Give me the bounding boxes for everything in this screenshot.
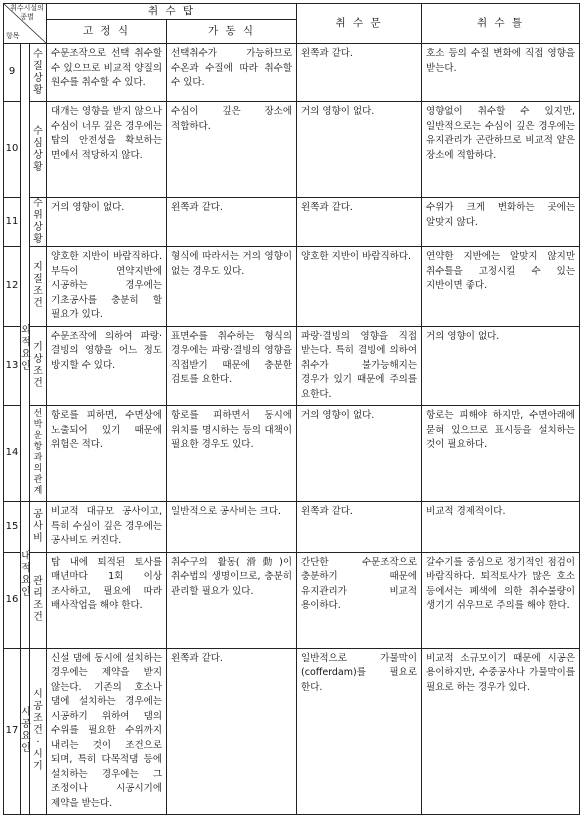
row-number: 15	[4, 502, 21, 553]
row-number: 11	[4, 198, 21, 247]
group-external: 외적요인	[21, 198, 30, 502]
comparison-table	[3, 3, 580, 815]
cell-fixed: 양호한 지반이 바람직하다. 부득이 연약지반에 시공하는 경우에는 기초공사를 충분히 할 필요가 있다.	[47, 247, 167, 327]
group-construction: 시공요인	[21, 648, 30, 815]
table-row	[4, 326, 580, 406]
cell-fixed: 비교적 대규모 공사이고, 특히 수심이 깊은 경우에는 공사비도 커진다.	[47, 502, 167, 553]
row-subcategory: 선박운항과의관계	[30, 406, 47, 502]
table-row	[4, 247, 580, 327]
cell-frame: 연약한 지반에는 알맞지 않지만 취수틀을 고정시킬 수 있는 지반이면 좋다.	[422, 247, 580, 327]
cell-movable: 항로를 피하면서 동시에 위치를 명시하는 등의 대책이 필요한 경우도 있다.	[167, 406, 297, 502]
cell-frame: 비교적 소규모이기 때문에 시공은 용이하지만, 수중공사나 가물막이를 필요로 하는 경우가 있다.	[422, 648, 580, 815]
cell-movable: 선택취수가 가능하므로 수온과 수질에 따라 취수할 수 있다.	[167, 44, 297, 102]
cell-frame: 항로는 피해야 하지만, 수면아래에 묻혀 있으므로 표시등을 설치하는 것이 필요하다.	[422, 406, 580, 502]
cell-frame: 갈수기를 중심으로 정기적인 점검이 바람직하다. 퇴적토사가 많은 호소 등에서는 폐색에 의한 취수불량이 생기기 쉬우므로 주의를 해야 한다.	[422, 552, 580, 648]
cell-movable: 표면수를 취수하는 형식의 경우에는 파랑·결빙의 영향을 직접받기 때문에 충분한 검토를 요한다.	[167, 326, 297, 406]
cell-fixed: 탑 내에 퇴적된 토사를 매년마다 1회 이상 조사하고, 필요에 따라 배사작업을 해야 한다.	[47, 552, 167, 648]
table-row	[4, 502, 580, 553]
cell-fixed: 신설 댐에 동시에 설치하는 경우에는 제약을 받지 않는다. 기존의 호소나 댐에 설치하는 경우에는 시공하기 위하여 댐의 수위를 필요한 수위까지 내리는 것이 조건으로 되며, 특히 다목적댐 등에 설치하는 경우에는 그 조정이나 시공시기에 제약을 받는다.	[47, 648, 167, 815]
cell-gate: 파랑·결빙의 영향을 직접 받는다. 특히 결빙에 의하여 취수가 불가능해지는 경우가 있기 때문에 주의를 요한다.	[297, 326, 422, 406]
header-corner	[4, 4, 47, 44]
row-subcategory: 공사비	[30, 502, 47, 553]
row-number: 14	[4, 406, 21, 502]
row-subcategory: 시공조건·시기	[30, 648, 47, 815]
row-number: 10	[4, 102, 21, 198]
cell-gate: 일반적으로 가물막이(cofferdam)를 필요로 한다.	[297, 648, 422, 815]
cell-gate: 간단한 수문조작으로 충분하기 때문에 유지관리가 비교적 용이하다.	[297, 552, 422, 648]
table-row	[4, 406, 580, 502]
row-subcategory: 수심상황	[30, 102, 47, 198]
row-subcategory: 수질상황	[30, 44, 47, 102]
cell-movable: 형식에 따라서는 거의 영향이 없는 경우도 있다.	[167, 247, 297, 327]
row-subcategory: 관리조건	[30, 552, 47, 648]
cell-fixed: 항로를 피하면, 수면상에 노출되어 있기 때문에 위험은 적다.	[47, 406, 167, 502]
header-intake-frame: 취 수 틀	[422, 4, 580, 44]
cell-frame: 거의 영향이 없다.	[422, 326, 580, 406]
corner-type-label: 취수시설의 종별	[10, 4, 44, 21]
cell-gate: 왼쪽과 같다.	[297, 198, 422, 247]
table-row	[4, 198, 580, 247]
cell-movable: 수심이 깊은 장소에 적합하다.	[167, 102, 297, 198]
header-fixed: 고 정 식	[47, 20, 167, 44]
table-row	[4, 552, 580, 648]
row-subcategory: 지질조건	[30, 247, 47, 327]
table-row	[4, 102, 580, 198]
row-subcategory: 기상조건	[30, 326, 47, 406]
cell-fixed: 거의 영향이 없다.	[47, 198, 167, 247]
cell-gate: 거의 영향이 없다.	[297, 102, 422, 198]
cell-movable: 일반적으로 공사비는 크다.	[167, 502, 297, 553]
row-number: 12	[4, 247, 21, 327]
cell-frame: 수위가 크게 변화하는 곳에는 알맞지 않다.	[422, 198, 580, 247]
cell-gate: 거의 영향이 없다.	[297, 406, 422, 502]
cell-gate: 양호한 지반이 바람직하다.	[297, 247, 422, 327]
header-movable: 가 동 식	[167, 20, 297, 44]
cell-movable: 왼쪽과 같다.	[167, 198, 297, 247]
cell-gate: 왼쪽과 같다.	[297, 44, 422, 102]
corner-item-label: 항목	[6, 32, 20, 40]
table-row	[4, 44, 580, 102]
cell-fixed: 대개는 영향을 받지 않으나 수심이 너무 깊은 경우에는 탑의 안전성을 확보하는 면에서 적당하지 않다.	[47, 102, 167, 198]
cell-frame: 영향없이 취수할 수 있지만, 일반적으로는 수심이 깊은 경우에는 유지관리가 곤란하므로 비교적 얕은 장소에 적합하다.	[422, 102, 580, 198]
cell-movable: 왼쪽과 같다.	[167, 648, 297, 815]
row-number: 17	[4, 648, 21, 815]
row-subcategory: 수위상황	[30, 198, 47, 247]
cell-frame: 비교적 경제적이다.	[422, 502, 580, 553]
table-row	[4, 648, 580, 815]
cell-fixed: 수문조작으로 선택 취수할 수 있으므로 비교적 양질의 원수를 취수할 수 있다.	[47, 44, 167, 102]
cell-frame: 호소 등의 수질 변화에 직접 영향을 받는다.	[422, 44, 580, 102]
row-number: 16	[4, 552, 21, 648]
header-intake-gate: 취 수 문	[297, 4, 422, 44]
cell-gate: 왼쪽과 같다.	[297, 502, 422, 553]
header-intake-tower: 취 수 탑	[47, 4, 297, 20]
group-internal: 내적요인	[21, 502, 30, 649]
row-number: 13	[4, 326, 21, 406]
cell-movable: 취수구의 활동(滑動)이 취수법의 생명이므로, 충분히 관리할 필요가 있다.	[167, 552, 297, 648]
cell-fixed: 수문조작에 의하여 파랑·결빙의 영향을 어느 정도 방지할 수 있다.	[47, 326, 167, 406]
row-number: 9	[4, 44, 21, 102]
